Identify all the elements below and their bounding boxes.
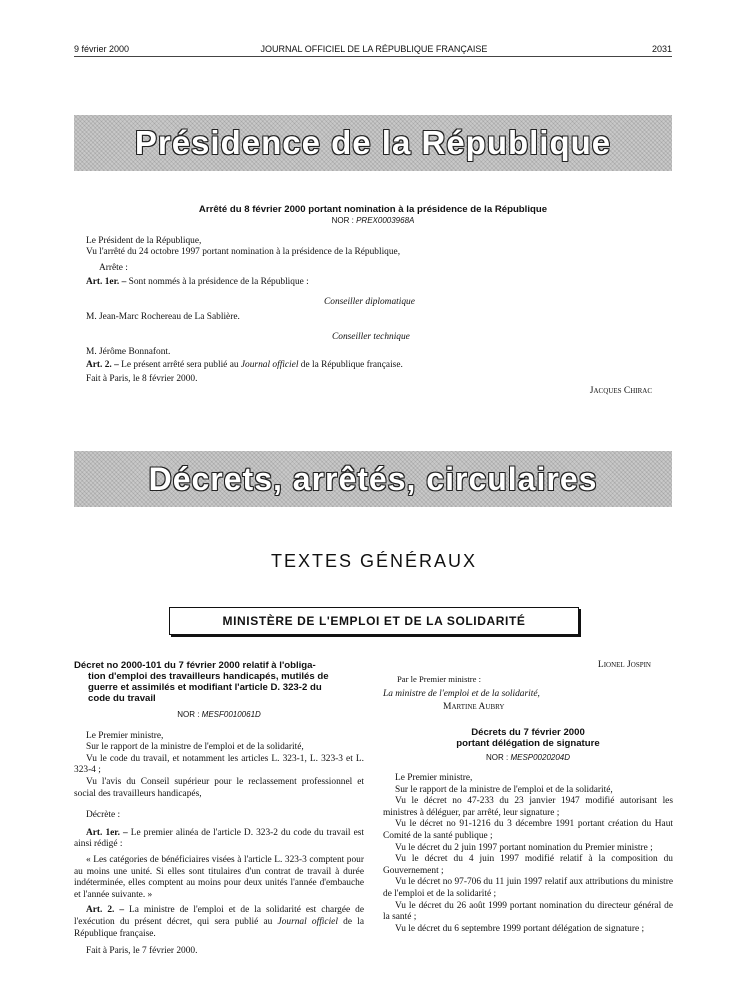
decret-art2: Art. 2. – La ministre de l'emploi et de la solidarité est chargée de l'exécution du présent décret, qui sera publié au Journal officiel de la République française. [74,905,365,939]
ministry-box [169,607,579,635]
arrete-fait: Fait à Paris, le 8 février 2000. [86,374,198,384]
arrete-line-2: Vu l'arrêté du 24 octobre 1997 portant nomination à la présidence de la République, [86,247,401,257]
right-par-premier-ministre: Par le Premier ministre : [397,673,482,684]
right-ministre-name: Martine Aubry [443,701,505,712]
decret-decrete: Décrète : [86,810,121,821]
header-date: 9 février 2000 [74,44,130,54]
banner-presidence-text: Présidence de la République [134,124,612,161]
decret-quote: « Les catégories de bénéficiaires visées à l'article L. 323-3 comptent pour au moins une unité. Si elles sont titulaires d'un contrat de travail à durée indéterminée, elles comptent au moins pour deux unités l'année d'embauche et l'année suivante. » [74,854,364,900]
arrete-art1: Art. 1er. – Sont nommés à la présidence de la République : [86,277,309,287]
ministry-title: MINISTÈRE DE L'EMPLOI ET DE LA SOLIDARITÉ [222,614,526,628]
arrete-title: Arrêté du 8 février 2000 portant nomination à la présidence de la République [198,204,548,215]
right-ministre-role: La ministre de l'emploi et de la solidarité, [383,689,540,700]
arrete-nor: NOR : PREX0003968A [331,216,415,225]
decret-left-column [74,660,364,958]
right-para-3: Vu le décret no 91-1216 du 3 décembre 1991 portant création du Haut Comité de la santé publique ; [383,819,673,841]
section-title: TEXTES GÉNÉRAUX [270,551,478,571]
arrete-role-diplomatique: Conseiller diplomatique [324,297,415,307]
right-para-2: Vu le décret no 47-233 du 23 janvier 1947 modifié autorisant les ministres à déléguer, par arrêté, leur signature ; [383,796,673,818]
right-para-1: Sur le rapport de la ministre de l'emploi et de la solidarité, [395,784,613,795]
right-signature-jospin: Lionel Jospin [597,660,651,670]
right-para-7: Vu le décret du 26 août 1999 portant nomination du directeur général de la santé ; [383,900,673,923]
right-decrets-title: Décrets du 7 février 2000 portant délégation de signature [456,727,600,750]
header-rule [74,56,672,57]
banner-decrets [74,451,672,507]
header-page-number: 2031 [651,44,672,54]
decret-fait: Fait à Paris, le 7 février 2000. [86,946,198,957]
right-nor: NOR : MESP0020204D [485,753,571,763]
right-column [383,660,673,935]
right-premier: Le Premier ministre, [395,772,473,783]
right-para-8: Vu le décret du 6 septembre 1999 portant délégation de signature ; [395,923,645,934]
decret-title: Décret no 2000-101 du 7 février 2000 relatif à l'obliga- tion d'emploi des travailleurs handicapés, mutilés de guerre et assimilés et modifiant l'article D. 323-2 du code du travail [74,660,329,704]
right-para-4: Vu le décret du 2 juin 1997 portant nomination du Premier ministre ; [395,842,653,853]
banner-presidence [74,115,672,171]
right-para-5: Vu le décret du 4 juin 1997 modifié relatif à la composition du Gouvernement ; [383,854,673,876]
decret-vu-3: Vu l'avis du Conseil supérieur pour le reclassement professionnel et social des travailleurs handicapés, [74,776,364,799]
banner-decrets-text: Décrets, arrêtés, circulaires [148,460,598,497]
decret-premier: Le Premier ministre, [86,730,164,741]
right-para-6: Vu le décret no 97-706 du 11 juin 1997 relatif aux attributions du ministre de l'emploi et de la solidarité ; [383,877,673,899]
decret-art1: Art. 1er. – Le premier alinéa de l'article D. 323-2 du code du travail est ainsi rédigé : [74,827,364,850]
arrete-arrete: Arrête : [99,263,128,273]
arrete-line-1: Le Président de la République, [86,236,202,246]
decret-nor: NOR : MESF0010061D [177,710,261,719]
decret-vu-2: Vu le code du travail, et notamment les articles L. 323-1, L. 323-3 et L. 323-4 ; [74,753,364,776]
arrete-person-1: M. Jean-Marc Rochereau de La Sablière. [86,312,240,322]
header-journal-title: JOURNAL OFFICIEL DE LA RÉPUBLIQUE FRANÇAISE [260,44,488,54]
arrete-art2: Art. 2. – Le présent arrêté sera publié au Journal officiel de la République française. [86,360,403,370]
arrete-signature: Jacques Chirac [589,386,652,396]
arrete-role-technique: Conseiller technique [332,332,410,342]
arrete-person-2: M. Jérôme Bonnafont. [86,347,171,357]
decret-vu-1: Sur le rapport de la ministre de l'emploi et de la solidarité, [86,742,304,753]
